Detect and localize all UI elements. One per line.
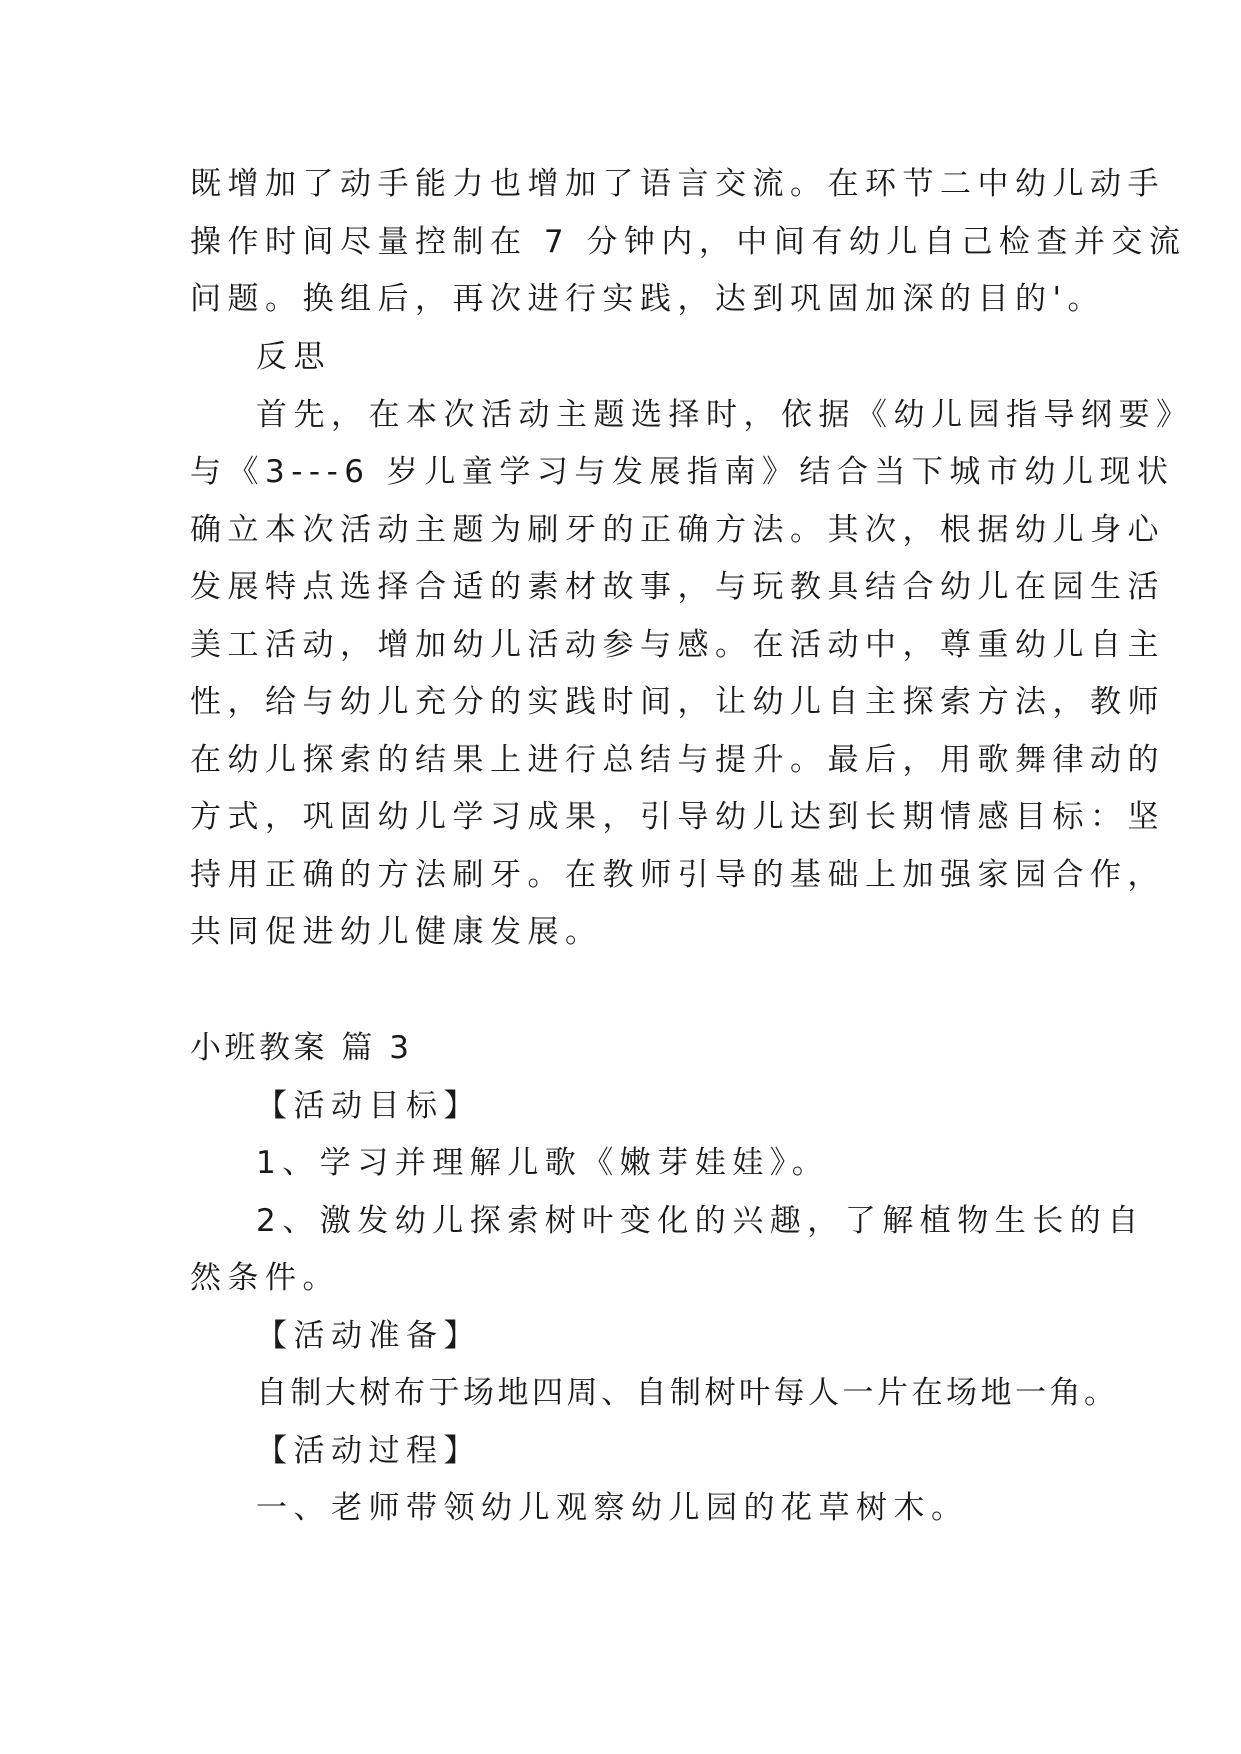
prep-heading: 【活动准备】 [256,1318,481,1354]
continuation-line-3: 问题。换组后，再次进行实践，达到巩固加深的目的'。 [190,281,1106,317]
reflection-line-1: 首先，在本次活动主题选择时，依据《幼儿园指导纲要》 [256,397,1194,433]
reflection-line-8: 方式，巩固幼儿学习成果，引导幼儿达到长期情感目标：坚 [190,799,1165,835]
reflection-line-4: 发展特点选择合适的素材故事，与玩教具结合幼儿在园生活 [190,569,1165,605]
reflection-line-2: 与《3---6 岁儿童学习与发展指南》结合当下城市幼儿现状 [190,454,1175,490]
process-heading: 【活动过程】 [256,1433,481,1469]
goals-heading: 【活动目标】 [256,1088,481,1124]
section-title: 小班教案 篇 3 [190,1030,413,1066]
goal-item-1: 1、学习并理解儿歌《嫩芽娃娃》。 [256,1145,830,1181]
process-step-1: 一、老师带领幼儿观察幼儿园的花草树木。 [256,1490,969,1526]
prep-text: 自制大树布于场地四周、自制树叶每人一片在场地一角。 [256,1375,1119,1411]
reflection-line-6: 性，给与幼儿充分的实践时间，让幼儿自主探索方法，教师 [190,684,1165,720]
goal-item-2-continued: 然条件。 [190,1260,340,1296]
reflection-line-7: 在幼儿探索的结果上进行总结与提升。最后，用歌舞律动的 [190,742,1165,778]
reflection-line-5: 美工活动，增加幼儿活动参与感。在活动中，尊重幼儿自主 [190,627,1165,663]
reflection-line-3: 确立本次活动主题为刷牙的正确方法。其次，根据幼儿身心 [190,512,1165,548]
continuation-line-1: 既增加了动手能力也增加了语言交流。在环节二中幼儿动手 [190,166,1165,202]
goal-item-2: 2、激发幼儿探索树叶变化的兴趣，了解植物生长的自 [256,1203,1145,1239]
continuation-line-2: 操作时间尽量控制在 7 分钟内，中间有幼儿自己检查并交流 [190,224,1187,260]
reflection-line-9: 持用正确的方法刷牙。在教师引导的基础上加强家园合作， [190,857,1165,893]
reflection-heading: 反思 [256,339,331,375]
reflection-line-10: 共同促进幼儿健康发展。 [190,914,603,950]
